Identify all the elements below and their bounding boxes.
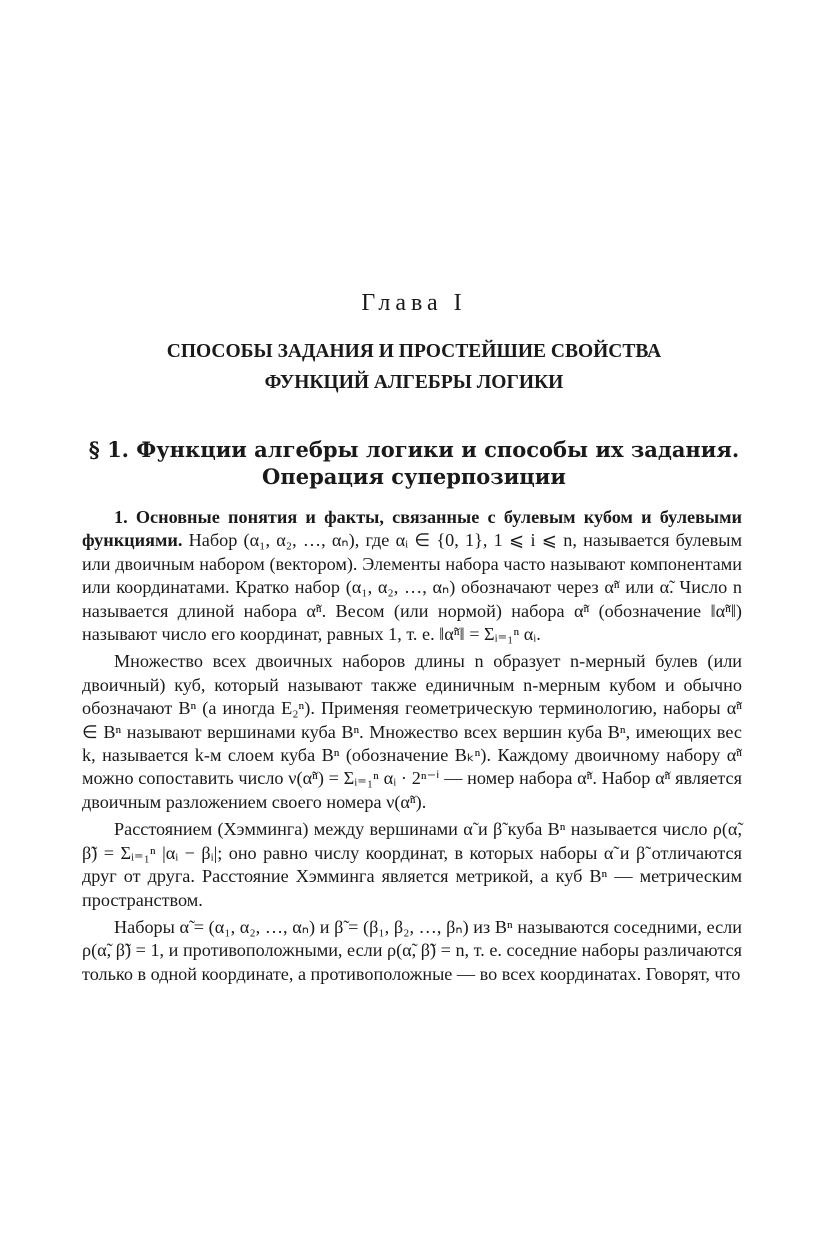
paragraph-1 [82, 506, 742, 646]
chapter-label: Глава I [361, 290, 467, 316]
body-text [82, 506, 742, 986]
chapter-title-line-2: ФУНКЦИЙ АЛГЕБРЫ ЛОГИКИ [264, 372, 564, 393]
paragraph-2: Множество всех двоичных наборов длины n образует n-мерный булев (или двоичный) куб, который называют также единичным n-мерным кубом и обычно обозначают Bⁿ (а иногда E₂ⁿ). Применяя геометрическую терминологию, наборы α̃ⁿ ∈ Bⁿ называют вершинами куба Bⁿ. Множество всех вершин куба Bⁿ, имеющих вес k, называется k-м слоем куба Bⁿ (обозначение Bₖⁿ). Каждому двоичному набору α̃ⁿ можно сопоставить число ν(α̃ⁿ) = Σᵢ₌₁ⁿ αᵢ · 2ⁿ⁻ⁱ — номер набора α̃ⁿ. Набор α̃ⁿ является двоичным разложением своего номера ν(α̃ⁿ). [82, 651, 742, 812]
paragraph-3: Расстоянием (Хэмминга) между вершинами α̃ и β̃ куба Bⁿ называется число ρ(α̃, β̃) = Σᵢ₌₁ⁿ |αᵢ − βᵢ|; оно равно числу координат, в которых наборы α̃ и β̃ отличаются друг от друга. Расстояние Хэмминга является метрикой, а куб Bⁿ — метрическим пространством. [82, 819, 742, 910]
paragraph-4: Наборы α̃ = (α₁, α₂, …, αₙ) и β̃ = (β₁, β₂, …, βₙ) из Bⁿ называются соседними, если ρ(α̃, β̃) = 1, и противоположными, если ρ(α̃, β̃) = n, т. е. соседние наборы различаются только в одной координате, а противоположные — во всех координатах. Говорят, что [82, 916, 742, 984]
section-title-line-1: § 1. Функции алгебры логики и способы их задания. [88, 437, 740, 462]
chapter-title-line-1: СПОСОБЫ ЗАДАНИЯ И ПРОСТЕЙШИЕ СВОЙСТВА [166, 341, 662, 362]
chapter-title [0, 336, 828, 398]
paragraph-1-text: Набор (α₁, α₂, …, αₙ), где αᵢ ∈ {0, 1}, 1 ⩽ i ⩽ n, называется булевым или двоичным набором (вектором). Элементы набора часто называют компонентами или координатами. Кратко набор (α₁, α₂, …, αₙ) обозначают через α̃ⁿ или α̃. Число n называется длиной набора α̃ⁿ. Весом (или нормой) набора α̃ⁿ (обозначение ‖α̃ⁿ‖) называют число его координат, равных 1, т. е. ‖α̃ⁿ‖ = Σᵢ₌₁ⁿ αᵢ. [82, 530, 742, 645]
subsection-heading: 1. Основные понятия и факты, связанные с булевым кубом и булевыми функциями. [82, 507, 742, 551]
section-title [0, 436, 828, 490]
section-title-line-2: Операция суперпозиции [262, 464, 566, 489]
